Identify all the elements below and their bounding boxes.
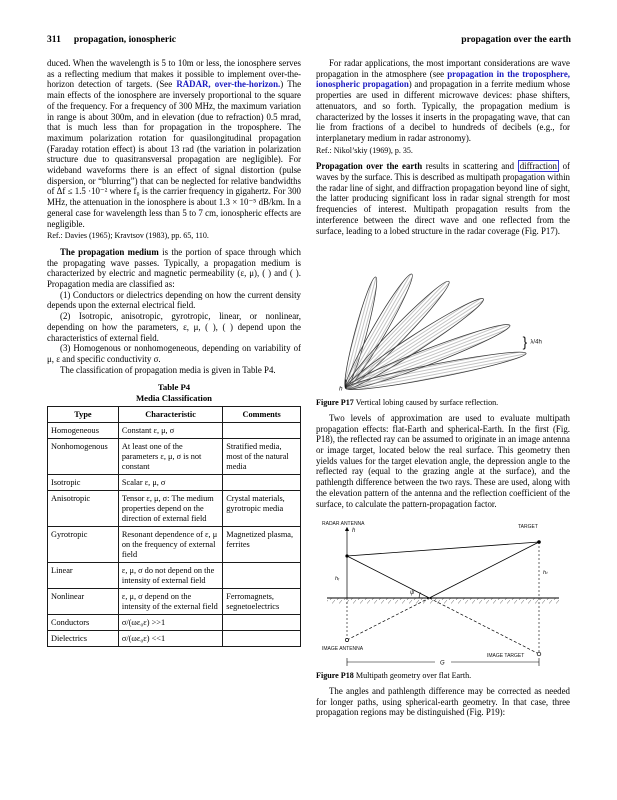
- table-cell-comments: [223, 423, 301, 439]
- table-caption: [47, 382, 301, 403]
- paragraph-list-item-3: (3) Homogenous or nonhomogeneous, depending on variability of μ, ε and specific conductivity σ.: [47, 343, 301, 364]
- table-cell-type: Anisotropic: [48, 491, 119, 527]
- table-cell-comments: Magnetized plasma, ferrites: [223, 527, 301, 563]
- media-classification-table: [47, 406, 301, 647]
- radar-antenna-label: RADAR ANTENNA: [321, 521, 365, 528]
- paragraph-text: results in scattering and: [422, 161, 518, 172]
- table-row: [48, 475, 301, 491]
- table-cell-type: Nonlinear: [48, 589, 119, 615]
- image-target-label: IMAGE TARGET: [486, 653, 524, 660]
- table-cell-comments: Ferromagnets, segnetoelectrics: [223, 589, 301, 615]
- xref-radar-over-the-horizon[interactable]: RADAR, over-the-horizon.: [176, 79, 281, 90]
- table-row: [48, 439, 301, 475]
- table-row: [48, 589, 301, 615]
- table-cell-characteristic: At least one of the parameters ε, μ, σ is not constant: [118, 439, 222, 475]
- table-row: [48, 631, 301, 647]
- entry-term: The propagation medium: [60, 246, 159, 257]
- table-cell-comments: [223, 631, 301, 647]
- reference-line: Ref.: Nikol’skiy (1969), p. 35.: [316, 145, 413, 155]
- paragraph-propagation-medium: [47, 247, 301, 290]
- paragraph-ionospheric-continued: [47, 58, 301, 229]
- image-antenna-point: [345, 639, 348, 642]
- reflected-ray-up: [429, 542, 539, 598]
- paragraph-two-levels: Two levels of approximation are used to evaluate multipath propagation effects: flat-Earth and spherical-Earth. In the first (Fig. P18), the reflected ray can be assumed to originate in an image antenna or image target, located below the real surface. This geometry then yields values for the target elevation angle, the depression angle to the reflected ray (equal to the grazing angle at the surface), and the pathlength difference between the two rays. These are used, along with the elevation pattern of the antenna and the reflection coefficient of the surface, to calculate the pattern-propagation factor.: [316, 412, 570, 509]
- table-cell-type: Linear: [48, 563, 119, 589]
- target-height-label: hₜ: [542, 570, 548, 577]
- column-header-characteristic: Characteristic: [118, 407, 222, 423]
- image-target-ray: [429, 598, 539, 654]
- link-diffraction[interactable]: diffraction: [519, 161, 557, 172]
- table-cell-characteristic: σ/(ωε₀ε) >>1: [118, 615, 222, 631]
- table-cell-characteristic: ε, μ, σ do not depend on the intensity of external field: [118, 563, 222, 589]
- ground-hatching: [327, 599, 559, 604]
- table-cell-characteristic: Constant ε, μ, σ: [118, 423, 222, 439]
- header-entry-right: propagation over the earth: [461, 34, 571, 45]
- caption-text: Vertical lobing caused by surface reflection.: [353, 397, 499, 407]
- column-header-type: Type: [48, 407, 119, 423]
- antenna-height-label: hᵣ: [334, 576, 339, 583]
- reflected-ray-down: [347, 556, 429, 598]
- paragraph-list-item-1: (1) Conductors or dielectrics depending on how the current density depends upon the external electrical field.: [47, 289, 301, 311]
- paragraph-text: For radar applications, the most important considerations are wave propagation in the atmosphere (see: [316, 58, 570, 79]
- table-cell-comments: Crystal materials, gyrotropic media: [223, 491, 301, 527]
- table-cell-type: Isotropic: [48, 475, 119, 491]
- table-header-row: [48, 407, 301, 423]
- lobe-spacing-label: λ/4h: [530, 339, 542, 346]
- direct-ray: [347, 542, 539, 556]
- lobe-pattern: [340, 271, 527, 393]
- header-entry-left: propagation, ionospheric: [73, 34, 177, 45]
- table-row: [48, 563, 301, 589]
- table-cell-type: Homogeneous: [48, 423, 119, 439]
- table-cell-characteristic: σ/(ωε₀ε) <<1: [118, 631, 222, 647]
- figure-p17-image: [338, 243, 548, 393]
- figure-number: Figure P18: [316, 670, 354, 680]
- figure-p17: [316, 243, 570, 396]
- xref-propagation-troposphere[interactable]: propagation in the troposphere, ionospheric propagation: [316, 68, 570, 90]
- paragraph-text: is the portion of space through which the propagating wave passes. Typically, a propagation medium is characterized by electric and magnetic permeability (ε, μ), ( ) and ( ). Propagation media are classified as:: [47, 246, 301, 290]
- table-cell-characteristic: Scalar ε, μ, σ: [118, 475, 222, 491]
- table-cell-characteristic: Tensor ε, μ, σ: The medium properties depend on the direction of external field: [118, 491, 222, 527]
- table-row: [48, 527, 301, 563]
- table-row: [48, 423, 301, 439]
- page-number: 311: [47, 34, 61, 45]
- height-axis-label: h: [351, 528, 355, 535]
- entry-term: Propagation over the earth: [316, 161, 423, 172]
- lobe-spacing-brace: }: [522, 334, 528, 350]
- paragraph-text: duced. When the wavelength is 5 to 10m or less, the ionosphere serves as a reflecting medium that makes it possible to implement over-the-horizon detection of targets. (See: [47, 58, 301, 90]
- target-point: [537, 540, 541, 544]
- radar-antenna-point: [345, 555, 348, 558]
- antenna-height-label: h: [338, 385, 343, 393]
- table-cell-type: Conductors: [48, 615, 119, 631]
- table-title: Table P4: [157, 382, 191, 393]
- table-row: [48, 491, 301, 527]
- paragraph-spherical-earth: The angles and pathlength difference may be corrected as needed for longer paths, using spherical-earth geometry. In that case, three propagation regions may be distinguished (Fig. P19):: [316, 685, 570, 718]
- right-column: [316, 58, 570, 718]
- paragraph-text: of waves by the surface. This is described as multipath propagation within the radar line of sight, and diffraction propagation beyond line of sight, the latter producing significant loss in radar signal strength for most frequencies of interest. Multipath propagation results from the interference between the direct wave and one reflected from the surface, leading to a lobed structure in the radar coverage (Fig. P17).: [316, 161, 570, 236]
- caption-text: Multipath geometry over flat Earth.: [353, 670, 472, 680]
- figure-p18-image: [321, 516, 566, 666]
- paragraph-list-item-2: (2) Isotropic, anisotropic, gyrotropic, linear, or nonlinear, depending on how the parameters, ε, μ, ( ), ( ) depend upon the characteristics of external field.: [47, 311, 301, 343]
- column-header-comments: Comments: [223, 407, 301, 423]
- paragraph-propagation-over-earth: [316, 161, 570, 236]
- table-cell-characteristic: Resonant dependence of ε, μ on the frequency of external field: [118, 527, 222, 563]
- grazing-angle-arc: [419, 593, 421, 599]
- image-antenna-ray: [347, 598, 429, 640]
- paragraph-table-reference: The classification of propagation media is given in Table P4.: [60, 364, 276, 375]
- figure-p18-caption: [316, 671, 570, 681]
- table-cell-type: Nonhomogenous: [48, 439, 119, 475]
- image-target-point: [537, 652, 541, 656]
- two-column-layout: [47, 58, 571, 718]
- grazing-angle-label: ψ: [409, 590, 414, 597]
- table-cell-comments: [223, 615, 301, 631]
- paragraph-text: ) The main effects of the ionosphere are inversely proportional to the square of the frequency. For a frequency of 300 MHz, the maximum variation in range is about 300m, and in elevation (due to refraction) 0.5 mrad, that is much less than for propagation in the troposphere. The maximum polarization rotation for quasilongitudinal propagation (Faraday rotation effect) is about 13 rad (the variation in polarization structure due to quasitransversal propagation are negligible). For wideband waveforms there is an effect of signal distortion (pulse dispersion, or “blurring”) that can be neglected for relative bandwidths of Δf ≤ 1.5 ·10⁻² where f₀ is the carrier frequency in gigahertz. For 300 MHz, the attenuation in the ionosphere is about 1.3 × 10⁻⁵ dB/km. In a general case for wavelength less than 5 to 7 cm, ionospheric effects are negligible.: [47, 79, 302, 229]
- reference-line: Ref.: Davies (1965); Kravtsov (1983), pp. 65, 110.: [47, 231, 209, 241]
- left-column: [47, 58, 301, 718]
- paragraph-radar-applications: [316, 58, 570, 144]
- table-cell-characteristic: ε, μ, σ depend on the intensity of the external field: [118, 589, 222, 615]
- figure-p18: [316, 516, 570, 669]
- ground-range-label: G: [439, 660, 445, 667]
- paragraph-text: ) and propagation in a ferrite medium whose properties are used in different microwave devices: phase shifters, attenuators, and so forth. Typically, the propagation medium is characterized by the losses it inserts in the propagating wave, that can lie from fractions of a decibel to hundreds of decibels (e.g., for interplanetary medium in radar astronomy).: [316, 79, 570, 143]
- table-cell-comments: [223, 563, 301, 589]
- table-subtitle: Media Classification: [135, 392, 212, 403]
- figure-number: Figure P17: [316, 397, 354, 407]
- table-row: [48, 615, 301, 631]
- figure-p17-caption: [316, 398, 570, 408]
- table-cell-type: Gyrotropic: [48, 527, 119, 563]
- image-antenna-label: IMAGE ANTENNA: [321, 646, 363, 653]
- running-header: [47, 34, 571, 45]
- table-cell-type: Dielectrics: [48, 631, 119, 647]
- table-cell-comments: [223, 475, 301, 491]
- target-label: TARGET: [517, 524, 538, 531]
- table-cell-comments: Stratified media, most of the natural media: [223, 439, 301, 475]
